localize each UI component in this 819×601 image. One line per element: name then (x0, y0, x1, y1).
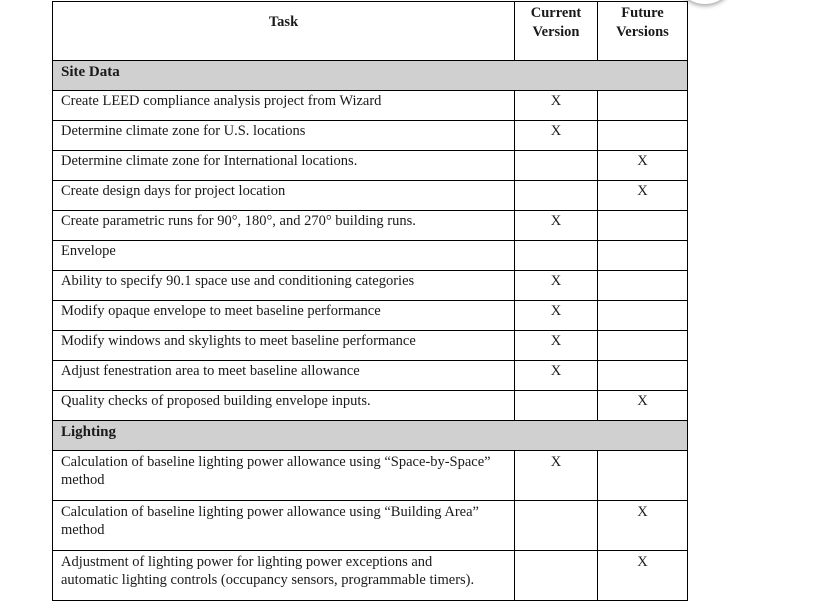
future-cell (598, 361, 688, 391)
task-cell: Modify opaque envelope to meet baseline performance (53, 301, 515, 331)
future-cell: X (598, 551, 688, 601)
header-future-line2: Versions (616, 24, 669, 40)
current-cell (515, 181, 598, 211)
header-current-line1: Current (530, 5, 582, 21)
future-cell (598, 91, 688, 121)
future-cell: X (598, 151, 688, 181)
current-cell: X (515, 361, 598, 391)
task-cell: Envelope (53, 241, 515, 271)
header-current-version (515, 2, 598, 61)
table-row (53, 331, 688, 361)
future-cell (598, 211, 688, 241)
task-line-2: automatic lighting controls (occupancy sensors, programmable timers). (61, 572, 475, 588)
table-row (53, 451, 688, 501)
table-row (53, 91, 688, 121)
future-cell (598, 301, 688, 331)
future-cell (598, 121, 688, 151)
task-line-1: Adjustment of lighting power for lighting power exceptions and (61, 554, 433, 570)
table-row (53, 151, 688, 181)
table-row (53, 391, 688, 421)
future-cell (598, 241, 688, 271)
task-version-table (52, 1, 688, 601)
current-cell (515, 391, 598, 421)
current-cell: X (515, 301, 598, 331)
task-cell (53, 551, 515, 601)
future-cell: X (598, 391, 688, 421)
table-row (53, 301, 688, 331)
future-cell (598, 331, 688, 361)
current-cell (515, 501, 598, 551)
header-current-line2: Version (532, 24, 580, 40)
task-line-2: method (61, 522, 105, 538)
current-cell: X (515, 211, 598, 241)
task-cell: Determine climate zone for U.S. locations (53, 121, 515, 151)
header-future-versions (598, 2, 688, 61)
current-cell (515, 241, 598, 271)
task-cell: Ability to specify 90.1 space use and conditioning categories (53, 271, 515, 301)
future-cell: X (598, 181, 688, 211)
future-cell: X (598, 501, 688, 551)
section-title: Site Data (53, 61, 688, 91)
table-row (53, 181, 688, 211)
table-row (53, 271, 688, 301)
current-cell (515, 151, 598, 181)
section-title: Lighting (53, 421, 688, 451)
header-task (53, 2, 515, 61)
task-cell: Create LEED compliance analysis project from Wizard (53, 91, 515, 121)
table-header-row (53, 2, 688, 61)
task-cell (53, 501, 515, 551)
task-cell: Create parametric runs for 90°, 180°, and 270° building runs. (53, 211, 515, 241)
future-cell (598, 451, 688, 501)
task-cell: Modify windows and skylights to meet baseline performance (53, 331, 515, 361)
current-cell: X (515, 121, 598, 151)
task-line-1: Calculation of baseline lighting power allowance using “Space-by-Space” (61, 454, 491, 470)
section-row-lighting (53, 421, 688, 451)
task-line-1: Calculation of baseline lighting power allowance using “Building Area” (61, 504, 479, 520)
current-cell (515, 551, 598, 601)
table-row (53, 361, 688, 391)
header-future-line1: Future (621, 5, 664, 21)
task-cell: Adjust fenestration area to meet baseline allowance (53, 361, 515, 391)
current-cell: X (515, 331, 598, 361)
future-cell (598, 271, 688, 301)
current-cell: X (515, 271, 598, 301)
section-row-site-data (53, 61, 688, 91)
table-row (53, 241, 688, 271)
table-row (53, 211, 688, 241)
current-cell: X (515, 91, 598, 121)
table-row (53, 551, 688, 601)
task-line-2: method (61, 472, 105, 488)
task-cell: Create design days for project location (53, 181, 515, 211)
header-task-label: Task (268, 14, 299, 30)
table-row (53, 501, 688, 551)
task-cell (53, 451, 515, 501)
current-cell: X (515, 451, 598, 501)
table-row (53, 121, 688, 151)
task-cell: Quality checks of proposed building envelope inputs. (53, 391, 515, 421)
task-cell: Determine climate zone for International locations. (53, 151, 515, 181)
